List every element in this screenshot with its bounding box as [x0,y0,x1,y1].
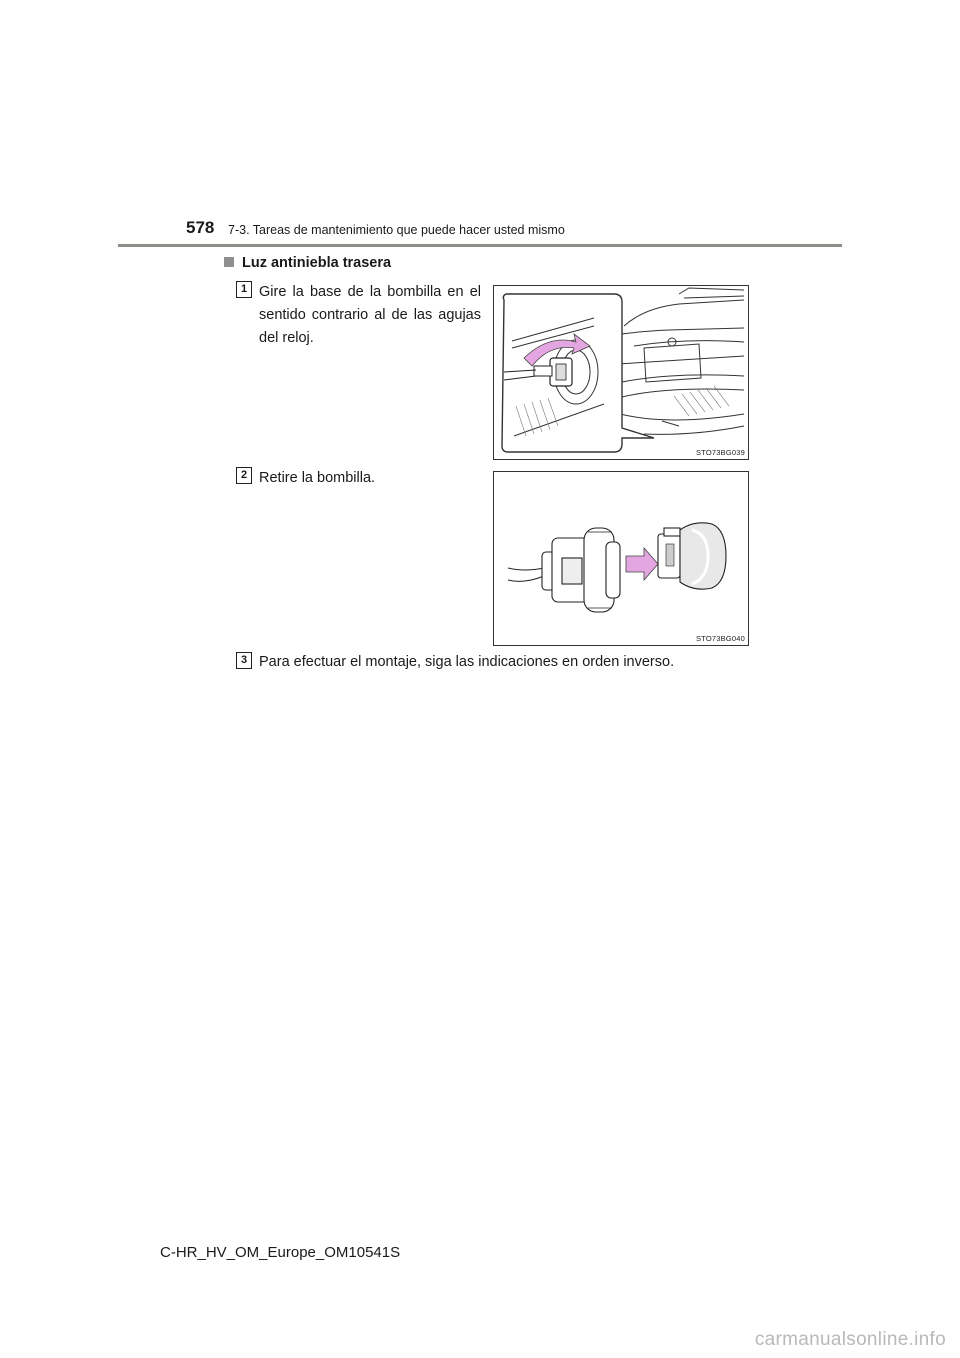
section-heading-text: Luz antiniebla trasera [242,255,392,271]
pull-out-arrow [626,548,658,580]
rear-fog-light-illustration [494,286,748,459]
step-badge-1: 1 [236,281,252,298]
figure-code-2: STO73BG040 [696,634,745,643]
figure-remove-bulb [493,471,749,646]
watermark: carmanualsonline.info [754,1329,946,1350]
page-number: 578 [186,218,215,237]
bulb-removal-illustration [494,472,748,645]
figure-code-1: STO73BG039 [696,448,745,457]
step-badge-3: 3 [236,652,252,669]
header-rule [118,244,842,247]
section-heading [224,255,391,271]
heading-square-icon [224,257,234,267]
figure-rear-fog-bulb-base [493,285,749,460]
running-header: 7-3. Tareas de mantenimiento que puede hacer usted mismo [228,223,565,237]
step-text-3: Para efectuar el montaje, siga las indicaciones en orden inverso. [259,654,675,670]
step-text-1: Gire la base de la bombilla en el sentido contrario al de las agujas del reloj. [259,284,481,346]
step-badge-2: 2 [236,467,252,484]
document-id: C-HR_HV_OM_Europe_OM10541S [160,1244,401,1261]
step-text-2: Retire la bombilla. [259,470,376,486]
